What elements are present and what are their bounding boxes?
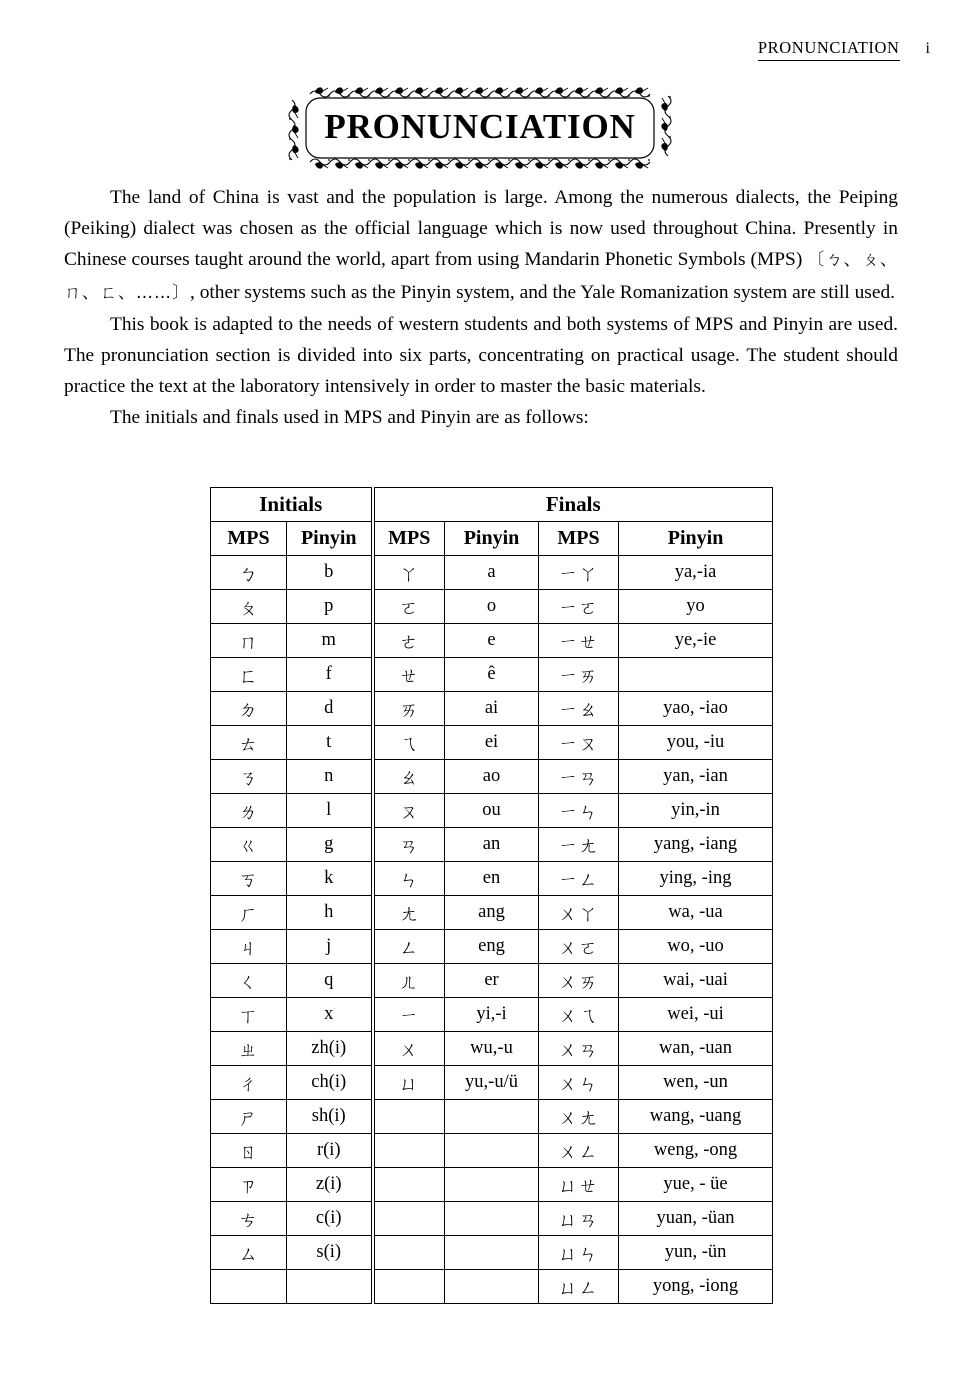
cell-initials-mps: ㄐ	[211, 930, 287, 964]
subheader-finals1-mps: MPS	[373, 522, 445, 556]
cell-finals1-mps	[373, 1270, 445, 1304]
cell-finals1-mps: ㄡ	[373, 794, 445, 828]
cell-finals1-pinyin: an	[445, 828, 539, 862]
cell-finals2-mps: ㄧㄣ	[539, 794, 619, 828]
cell-finals2-mps: ㄨㄢ	[539, 1032, 619, 1066]
cell-finals1-pinyin: en	[445, 862, 539, 896]
cell-finals1-pinyin: ai	[445, 692, 539, 726]
subheader-finals2-mps: MPS	[539, 522, 619, 556]
table-row	[211, 1202, 773, 1236]
group-header-initials: Initials	[211, 488, 373, 522]
cell-finals2-mps: ㄧㄛ	[539, 590, 619, 624]
cell-finals1-pinyin: o	[445, 590, 539, 624]
paragraph-1-tail: , other systems such as the Pinyin system, and the Yale Romanization system are still used.	[190, 281, 895, 303]
cell-initials-pinyin	[287, 1270, 373, 1304]
table-row	[211, 930, 773, 964]
cell-finals1-mps: ㄠ	[373, 760, 445, 794]
cell-finals2-mps: ㄧㄢ	[539, 760, 619, 794]
cell-finals1-mps: ㄝ	[373, 658, 445, 692]
group-header-finals: Finals	[373, 488, 773, 522]
table-row	[211, 726, 773, 760]
cell-initials-mps: ㄈ	[211, 658, 287, 692]
cell-initials-pinyin: k	[287, 862, 373, 896]
cell-finals1-mps: ㄥ	[373, 930, 445, 964]
cell-initials-mps: ㄓ	[211, 1032, 287, 1066]
cell-finals1-mps: ㄢ	[373, 828, 445, 862]
running-head-title: PRONUNCIATION	[758, 38, 900, 61]
initials-finals-table	[210, 487, 773, 1304]
cell-initials-pinyin: sh(i)	[287, 1100, 373, 1134]
cell-finals2-mps: ㄩㄣ	[539, 1236, 619, 1270]
cell-finals1-pinyin: wu,-u	[445, 1032, 539, 1066]
cell-initials-pinyin: x	[287, 998, 373, 1032]
cell-initials-pinyin: b	[287, 556, 373, 590]
cell-finals1-pinyin: a	[445, 556, 539, 590]
cell-finals1-pinyin: e	[445, 624, 539, 658]
cell-finals1-pinyin	[445, 1100, 539, 1134]
cell-finals2-mps: ㄧㄤ	[539, 828, 619, 862]
cell-initials-mps: ㄎ	[211, 862, 287, 896]
cell-initials-mps: ㄅ	[211, 556, 287, 590]
cell-finals1-pinyin: er	[445, 964, 539, 998]
cell-finals2-mps: ㄩㄢ	[539, 1202, 619, 1236]
cell-finals2-pinyin: you, -iu	[619, 726, 773, 760]
table-row	[211, 1270, 773, 1304]
cell-initials-mps: ㄏ	[211, 896, 287, 930]
cell-finals2-pinyin: wang, -uang	[619, 1100, 773, 1134]
cell-finals2-pinyin: wa, -ua	[619, 896, 773, 930]
cell-initials-pinyin: d	[287, 692, 373, 726]
cell-initials-pinyin: p	[287, 590, 373, 624]
cell-finals2-mps: ㄨㄣ	[539, 1066, 619, 1100]
cell-finals2-pinyin: yo	[619, 590, 773, 624]
cell-finals1-pinyin: ou	[445, 794, 539, 828]
cell-finals2-pinyin: yin,-in	[619, 794, 773, 828]
table-row	[211, 998, 773, 1032]
cell-initials-pinyin: l	[287, 794, 373, 828]
cell-initials-pinyin: q	[287, 964, 373, 998]
cell-finals1-mps: ㄩ	[373, 1066, 445, 1100]
cell-finals2-pinyin: ye,-ie	[619, 624, 773, 658]
cell-initials-mps: ㄖ	[211, 1134, 287, 1168]
cell-finals2-pinyin: yuan, -üan	[619, 1202, 773, 1236]
cell-finals2-mps: ㄧㄥ	[539, 862, 619, 896]
cell-finals1-pinyin	[445, 1236, 539, 1270]
table-row	[211, 624, 773, 658]
cell-finals1-mps	[373, 1168, 445, 1202]
table-row	[211, 964, 773, 998]
cell-initials-mps: ㄘ	[211, 1202, 287, 1236]
cell-finals2-pinyin: wan, -uan	[619, 1032, 773, 1066]
cell-finals1-mps: ㄤ	[373, 896, 445, 930]
cell-initials-mps: ㄆ	[211, 590, 287, 624]
cell-finals2-mps: ㄨㄤ	[539, 1100, 619, 1134]
cell-finals1-pinyin: ang	[445, 896, 539, 930]
cell-finals2-pinyin: weng, -ong	[619, 1134, 773, 1168]
cell-initials-pinyin: g	[287, 828, 373, 862]
cell-finals2-mps: ㄨㄚ	[539, 896, 619, 930]
cell-finals2-mps: ㄧㄚ	[539, 556, 619, 590]
cell-finals1-mps: ㄨ	[373, 1032, 445, 1066]
cell-finals2-pinyin: yun, -ün	[619, 1236, 773, 1270]
cell-finals1-pinyin: ei	[445, 726, 539, 760]
table-sub-header-row	[211, 522, 773, 556]
cell-initials-pinyin: z(i)	[287, 1168, 373, 1202]
cell-finals2-mps: ㄨㄞ	[539, 964, 619, 998]
cell-finals2-pinyin: wei, -ui	[619, 998, 773, 1032]
cell-finals1-pinyin	[445, 1134, 539, 1168]
title-banner	[284, 86, 676, 170]
cell-finals1-pinyin: yi,-i	[445, 998, 539, 1032]
cell-finals2-pinyin: wo, -uo	[619, 930, 773, 964]
paragraph-1	[64, 182, 898, 309]
table-row	[211, 794, 773, 828]
cell-finals2-pinyin: wen, -un	[619, 1066, 773, 1100]
cell-finals2-mps: ㄧㄞ	[539, 658, 619, 692]
cell-initials-mps: ㄍ	[211, 828, 287, 862]
banner-title: PRONUNCIATION	[324, 107, 636, 146]
table-row	[211, 1032, 773, 1066]
cell-initials-pinyin: t	[287, 726, 373, 760]
cell-initials-mps: ㄑ	[211, 964, 287, 998]
table-row	[211, 1134, 773, 1168]
cell-initials-mps: ㄊ	[211, 726, 287, 760]
cell-initials-pinyin: c(i)	[287, 1202, 373, 1236]
paragraph-1-head: The land of China is vast and the population is large. Among the numerous dialects, the Peiping (Peiking) dialect was chosen as the official language which is now used throughout China. Presently in Chinese courses taught around the world, apart from using Mandarin Phonetic Symbols (MPS)	[64, 187, 898, 271]
cell-finals2-pinyin: yao, -iao	[619, 692, 773, 726]
cell-finals1-pinyin	[445, 1270, 539, 1304]
table-body	[211, 556, 773, 1304]
cell-initials-pinyin: f	[287, 658, 373, 692]
cell-finals2-mps: ㄩㄝ	[539, 1168, 619, 1202]
cell-initials-pinyin: m	[287, 624, 373, 658]
cell-finals2-mps: ㄨㄛ	[539, 930, 619, 964]
initials-finals-table-wrapper	[210, 487, 772, 1304]
subheader-initials-pinyin: Pinyin	[287, 522, 373, 556]
cell-initials-pinyin: r(i)	[287, 1134, 373, 1168]
cell-finals2-pinyin	[619, 658, 773, 692]
cell-finals2-pinyin: yue, - üe	[619, 1168, 773, 1202]
inline-mps-symbols: 〔ㄅ、ㄆ、ㄇ、ㄈ、……〕	[64, 250, 899, 303]
cell-finals1-mps	[373, 1100, 445, 1134]
paragraph-2: This book is adapted to the needs of western students and both systems of MPS and Pinyin are used. The pronunciation section is divided into six parts, concentrating on practical usage. The student should practice the text at the laboratory intensively in order to master the basic materials.	[64, 313, 898, 398]
cell-finals2-mps: ㄧㄠ	[539, 692, 619, 726]
cell-finals1-pinyin	[445, 1202, 539, 1236]
cell-finals2-mps: ㄧㄡ	[539, 726, 619, 760]
cell-initials-mps: ㄇ	[211, 624, 287, 658]
cell-initials-mps: ㄒ	[211, 998, 287, 1032]
subheader-initials-mps: MPS	[211, 522, 287, 556]
cell-finals2-mps: ㄩㄥ	[539, 1270, 619, 1304]
table-row	[211, 896, 773, 930]
page-number: i	[925, 40, 930, 57]
cell-finals1-pinyin	[445, 1168, 539, 1202]
cell-initials-pinyin: n	[287, 760, 373, 794]
cell-finals2-pinyin: wai, -uai	[619, 964, 773, 998]
cell-finals2-pinyin: yong, -iong	[619, 1270, 773, 1304]
cell-initials-pinyin: j	[287, 930, 373, 964]
cell-initials-mps: ㄉ	[211, 692, 287, 726]
cell-finals1-mps	[373, 1236, 445, 1270]
cell-finals1-mps: ㄚ	[373, 556, 445, 590]
cell-initials-mps: ㄙ	[211, 1236, 287, 1270]
cell-finals2-pinyin: ya,-ia	[619, 556, 773, 590]
cell-finals1-pinyin: yu,-u/ü	[445, 1066, 539, 1100]
table-row	[211, 1066, 773, 1100]
cell-finals2-pinyin: ying, -ing	[619, 862, 773, 896]
cell-finals1-pinyin: eng	[445, 930, 539, 964]
table-row	[211, 1236, 773, 1270]
cell-finals2-pinyin: yan, -ian	[619, 760, 773, 794]
table-row	[211, 556, 773, 590]
cell-finals1-mps: ㄧ	[373, 998, 445, 1032]
subheader-finals1-pinyin: Pinyin	[445, 522, 539, 556]
cell-finals2-pinyin: yang, -iang	[619, 828, 773, 862]
cell-initials-mps: ㄕ	[211, 1100, 287, 1134]
cell-finals1-mps: ㄦ	[373, 964, 445, 998]
cell-initials-mps: ㄔ	[211, 1066, 287, 1100]
table-row	[211, 862, 773, 896]
cell-initials-mps: ㄌ	[211, 794, 287, 828]
cell-initials-mps: ㄋ	[211, 760, 287, 794]
table-row	[211, 692, 773, 726]
table-row	[211, 760, 773, 794]
table-row	[211, 1100, 773, 1134]
body-text	[64, 182, 898, 434]
cell-finals1-mps: ㄜ	[373, 624, 445, 658]
cell-finals1-mps: ㄣ	[373, 862, 445, 896]
page-running-head	[758, 38, 930, 61]
cell-finals1-mps	[373, 1202, 445, 1236]
cell-finals1-pinyin: ao	[445, 760, 539, 794]
cell-initials-pinyin: ch(i)	[287, 1066, 373, 1100]
cell-initials-mps: ㄗ	[211, 1168, 287, 1202]
cell-finals1-pinyin: ê	[445, 658, 539, 692]
cell-initials-mps	[211, 1270, 287, 1304]
paragraph-3: The initials and finals used in MPS and Pinyin are as follows:	[110, 407, 589, 429]
cell-finals2-mps: ㄨㄟ	[539, 998, 619, 1032]
cell-finals2-mps: ㄨㄥ	[539, 1134, 619, 1168]
cell-finals1-mps	[373, 1134, 445, 1168]
table-row	[211, 1168, 773, 1202]
table-row	[211, 590, 773, 624]
table-row	[211, 658, 773, 692]
cell-initials-pinyin: h	[287, 896, 373, 930]
cell-initials-pinyin: zh(i)	[287, 1032, 373, 1066]
subheader-finals2-pinyin: Pinyin	[619, 522, 773, 556]
table-row	[211, 828, 773, 862]
cell-finals1-mps: ㄞ	[373, 692, 445, 726]
cell-finals2-mps: ㄧㄝ	[539, 624, 619, 658]
cell-finals1-mps: ㄟ	[373, 726, 445, 760]
cell-finals1-mps: ㄛ	[373, 590, 445, 624]
cell-initials-pinyin: s(i)	[287, 1236, 373, 1270]
table-group-header-row	[211, 488, 773, 522]
